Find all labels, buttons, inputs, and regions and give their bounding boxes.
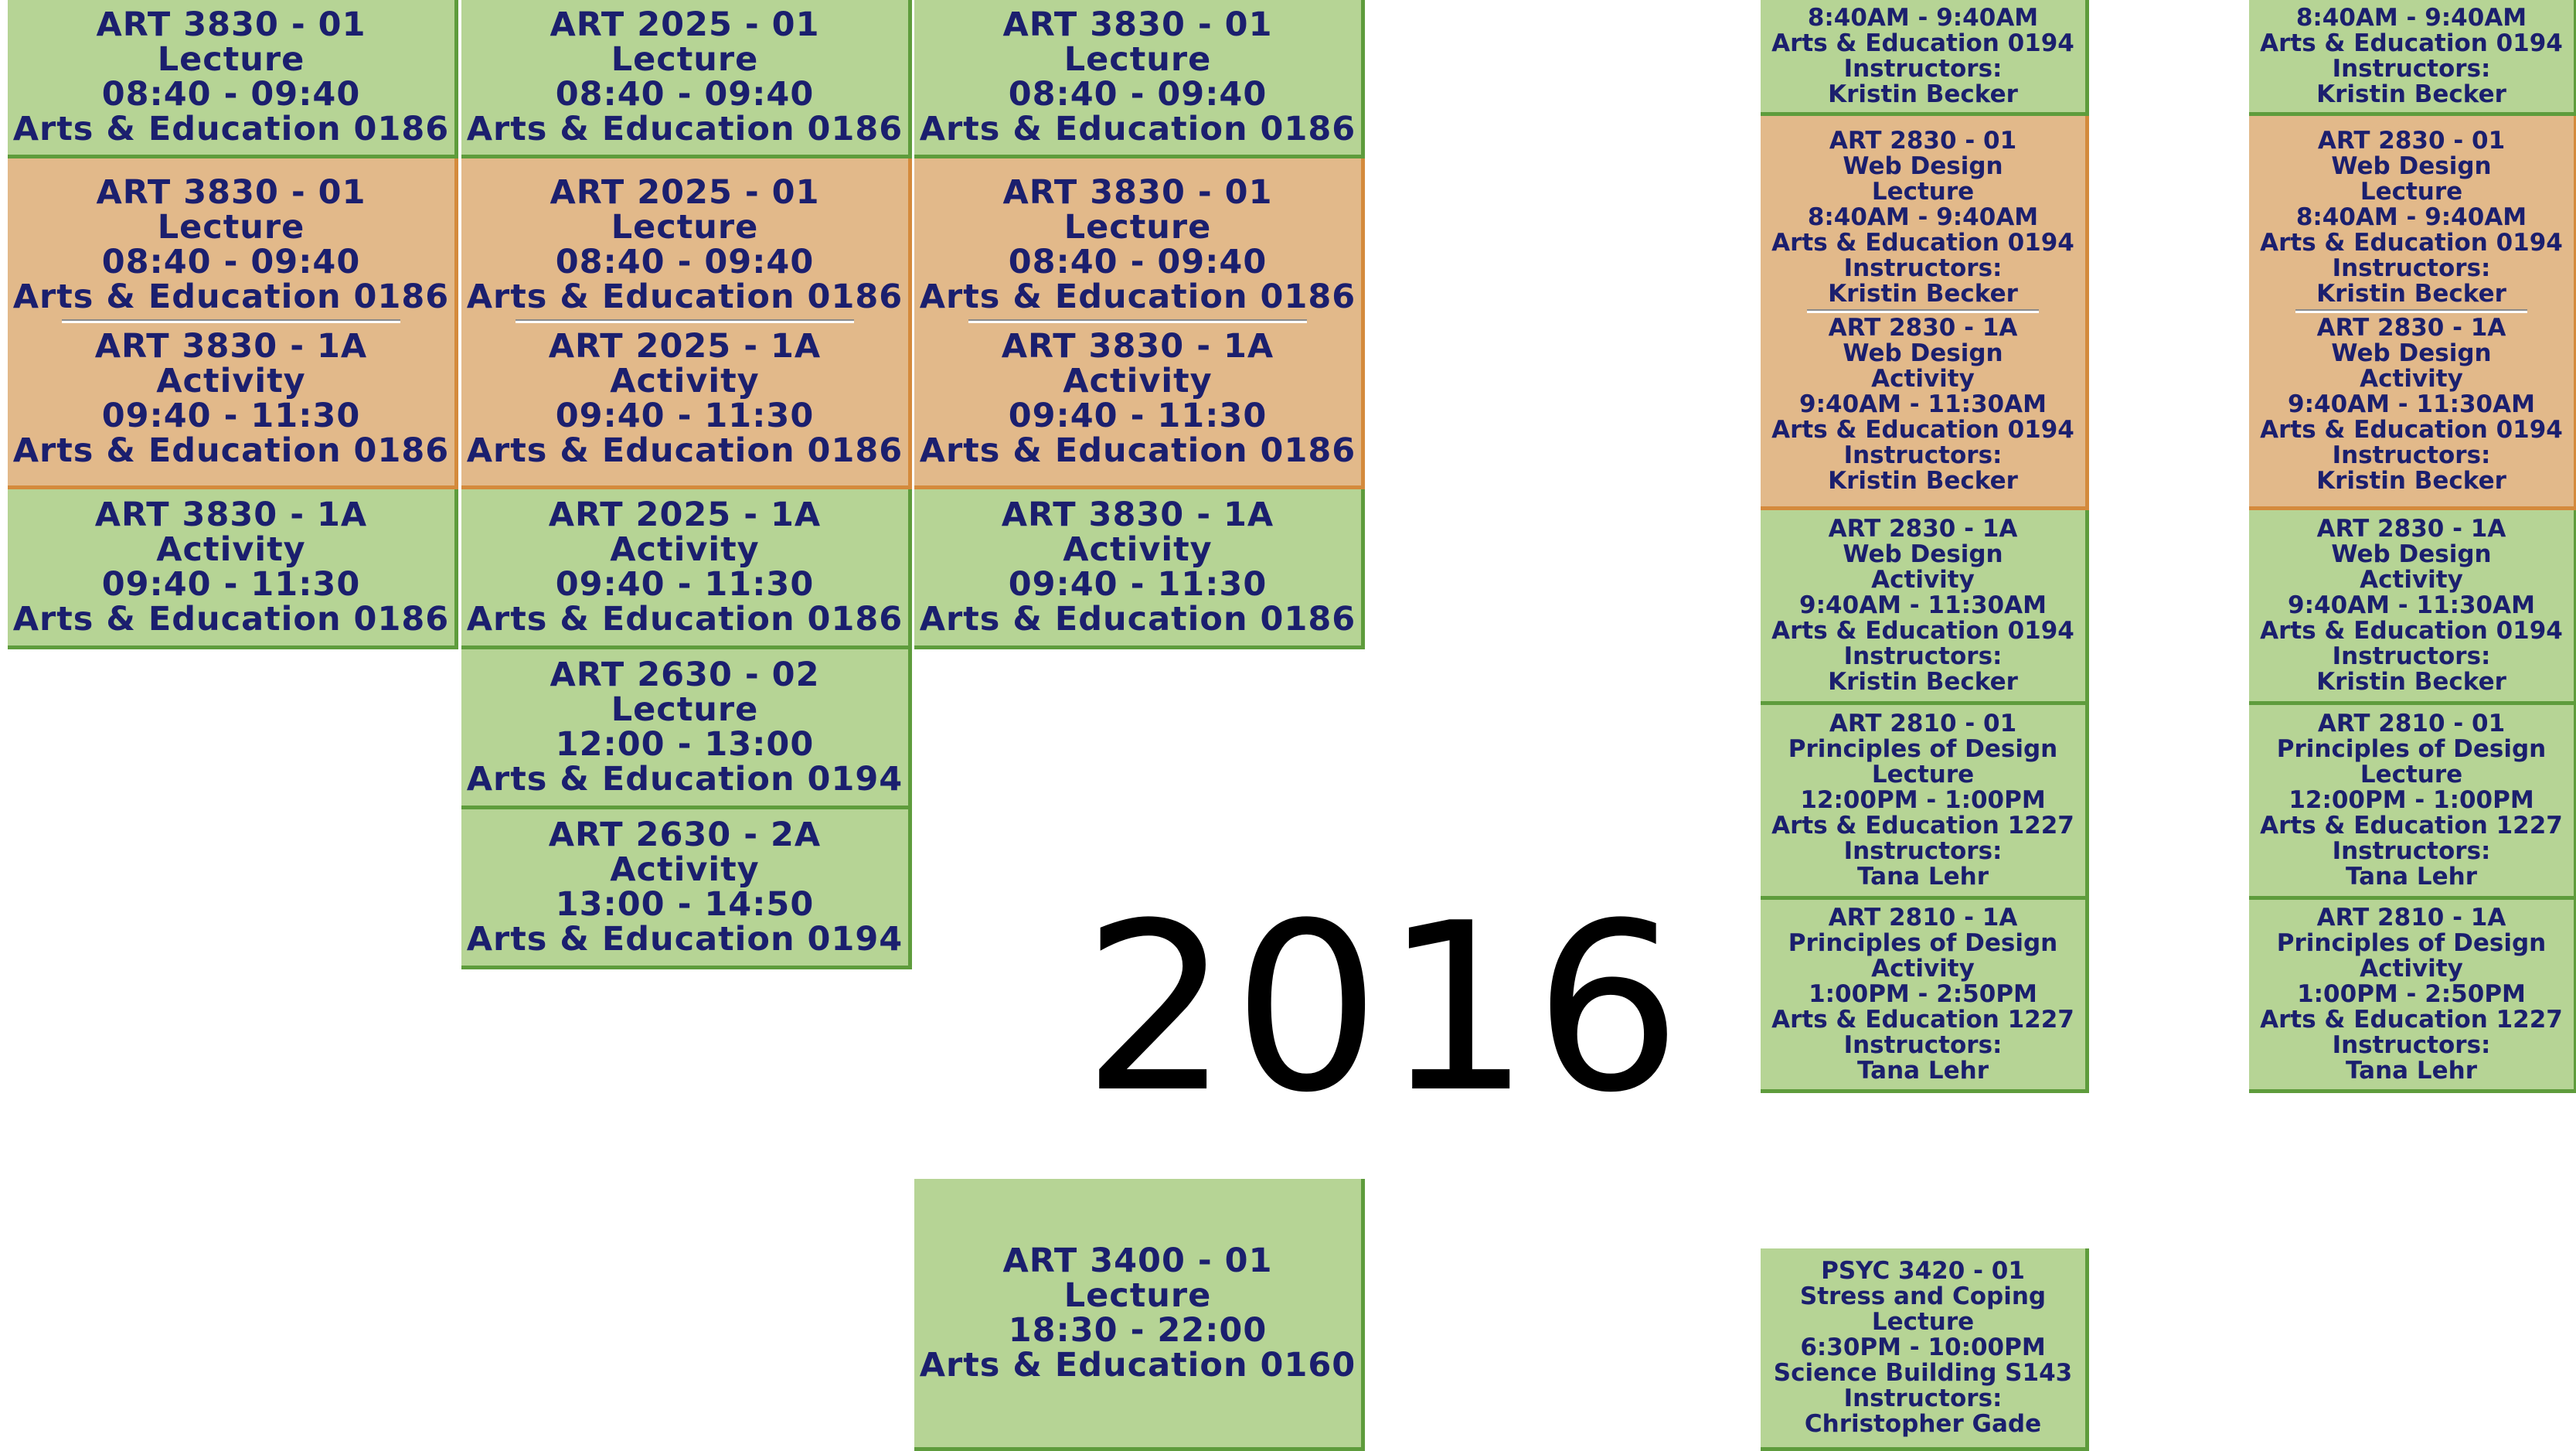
- course-line: Instructors:: [2332, 1031, 2491, 1059]
- course-line: Tana Lehr: [2346, 1057, 2477, 1085]
- course-line: 9:40AM - 11:30AM: [1799, 390, 2047, 418]
- course-entry: [2249, 516, 2574, 695]
- course-line: Activity: [156, 362, 306, 400]
- course-line: Arts & Education 0186: [12, 278, 450, 316]
- course-line: ART 2630 - 02: [550, 656, 820, 694]
- course-line: 08:40 - 09:40: [1008, 75, 1268, 114]
- course-entry: [461, 329, 908, 468]
- course-line: Arts & Education 0194: [2260, 416, 2563, 444]
- course-line: Lecture: [157, 208, 305, 247]
- course-line: 1:00PM - 2:50PM: [2297, 980, 2526, 1008]
- course-line: Arts & Education 1227: [1771, 812, 2074, 840]
- right-course-block[interactable]: [1761, 1248, 2089, 1451]
- course-line: 08:40 - 09:40: [1008, 243, 1268, 281]
- course-line: ART 3400 - 01: [1002, 1241, 1273, 1280]
- course-entry: [914, 1241, 1361, 1385]
- course-line: Lecture: [1063, 208, 1212, 247]
- course-line: 08:40 - 09:40: [555, 75, 815, 114]
- course-entry: [1761, 315, 2085, 494]
- left-course-block[interactable]: [914, 0, 1365, 158]
- course-line: ART 3830 - 1A: [94, 496, 368, 534]
- course-line: Kristin Becker: [2316, 668, 2506, 696]
- course-entry: [2249, 711, 2574, 890]
- course-line: Arts & Education 0186: [466, 431, 903, 470]
- year-label: 2016: [1082, 874, 1685, 1143]
- course-line: Tana Lehr: [2346, 863, 2477, 891]
- course-line: 1:00PM - 2:50PM: [1809, 980, 2037, 1008]
- course-line: Arts & Education 0186: [12, 110, 450, 148]
- course-line: Instructors:: [2332, 642, 2491, 670]
- right-course-block[interactable]: [1761, 705, 2089, 900]
- course-line: Web Design: [1843, 339, 2003, 367]
- course-entry: [461, 5, 908, 148]
- course-line: ART 3830 - 1A: [1001, 496, 1274, 534]
- course-line: 09:40 - 11:30: [1008, 397, 1268, 435]
- course-line: 9:40AM - 11:30AM: [2288, 591, 2535, 619]
- course-line: Activity: [1063, 530, 1213, 569]
- course-line: 8:40AM - 9:40AM: [2295, 203, 2527, 231]
- course-line: ART 2830 - 1A: [1828, 314, 2018, 342]
- course-line: 09:40 - 11:30: [555, 397, 815, 435]
- course-entry: [914, 498, 1361, 637]
- course-line: Instructors:: [1843, 441, 2003, 469]
- course-line: 08:40 - 09:40: [101, 243, 361, 281]
- course-line: ART 2025 - 01: [550, 173, 820, 212]
- course-entry: [461, 498, 908, 637]
- course-line: ART 2025 - 1A: [548, 327, 822, 366]
- entry-divider: [62, 319, 400, 323]
- course-line: PSYC 3420 - 01: [1821, 1257, 2025, 1285]
- course-line: Activity: [610, 850, 760, 889]
- course-entry: [8, 498, 454, 637]
- course-line: 6:30PM - 10:00PM: [1800, 1333, 2046, 1361]
- course-entry: [914, 329, 1361, 468]
- course-line: Lecture: [1063, 1276, 1212, 1315]
- course-line: ART 3830 - 1A: [94, 327, 368, 366]
- left-course-block[interactable]: [8, 0, 458, 158]
- left-course-block[interactable]: [461, 809, 912, 969]
- left-course-block[interactable]: [8, 489, 458, 649]
- course-line: ART 2810 - 01: [2317, 710, 2506, 737]
- course-line: ART 2830 - 01: [2317, 127, 2506, 155]
- course-line: Arts & Education 0194: [466, 760, 903, 799]
- course-line: 09:40 - 11:30: [555, 565, 815, 604]
- course-line: Kristin Becker: [1828, 280, 2018, 308]
- course-line: Lecture: [611, 208, 759, 247]
- course-line: Activity: [2360, 955, 2463, 983]
- course-line: Web Design: [2331, 540, 2492, 568]
- course-entry: [8, 5, 454, 148]
- entry-divider: [516, 319, 854, 323]
- course-line: Instructors:: [2332, 254, 2491, 282]
- course-line: Instructors:: [1843, 642, 2003, 670]
- course-line: 8:40AM - 9:40AM: [1807, 203, 2039, 231]
- course-line: 08:40 - 09:40: [555, 243, 815, 281]
- course-line: Arts & Education 0186: [466, 110, 903, 148]
- course-line: Arts & Education 1227: [1771, 1006, 2074, 1034]
- course-line: 12:00 - 13:00: [555, 725, 815, 764]
- course-line: Arts & Education 0194: [466, 920, 903, 959]
- course-line: ART 2830 - 1A: [2316, 314, 2506, 342]
- course-line: 13:00 - 14:50: [555, 885, 815, 924]
- course-line: Arts & Education 0186: [919, 110, 1356, 148]
- course-line: Instructors:: [1843, 837, 2003, 865]
- course-line: ART 3830 - 01: [96, 5, 366, 44]
- course-line: Activity: [1871, 955, 1975, 983]
- left-course-block[interactable]: [8, 158, 458, 489]
- course-entry: [461, 175, 908, 315]
- course-entry: [461, 818, 908, 957]
- course-line: Arts & Education 0194: [2260, 229, 2563, 257]
- course-line: ART 2810 - 1A: [1828, 904, 2018, 932]
- course-line: Arts & Education 0186: [466, 600, 903, 639]
- course-line: Instructors:: [2332, 54, 2491, 83]
- course-entry: [1761, 905, 2085, 1084]
- course-line: Web Design: [2331, 152, 2492, 180]
- course-line: ART 2830 - 01: [1829, 127, 2017, 155]
- course-line: Lecture: [1871, 1308, 1975, 1336]
- right-course-block[interactable]: [1761, 0, 2089, 116]
- course-line: 09:40 - 11:30: [101, 565, 361, 604]
- course-entry: [1761, 516, 2085, 695]
- course-line: Lecture: [1871, 761, 1975, 789]
- entry-divider: [1807, 309, 2039, 313]
- course-line: Web Design: [1843, 540, 2003, 568]
- course-line: Activity: [1871, 365, 1975, 393]
- course-line: ART 2830 - 1A: [2316, 515, 2506, 543]
- right-course-block[interactable]: [2249, 900, 2576, 1093]
- course-line: 18:30 - 22:00: [1008, 1310, 1268, 1350]
- course-line: ART 2810 - 1A: [2316, 904, 2506, 932]
- right-course-block[interactable]: [2249, 116, 2576, 510]
- course-line: Activity: [1871, 566, 1975, 594]
- course-line: Christopher Gade: [1804, 1410, 2042, 1438]
- right-course-block[interactable]: [2249, 705, 2576, 900]
- course-line: Lecture: [1871, 178, 1975, 206]
- course-line: Kristin Becker: [1828, 668, 2018, 696]
- course-entry: [461, 658, 908, 797]
- course-line: Activity: [156, 530, 306, 569]
- course-line: Arts & Education 0186: [919, 278, 1356, 316]
- course-entry: [1761, 1259, 2085, 1437]
- course-line: 9:40AM - 11:30AM: [1799, 591, 2047, 619]
- right-course-block[interactable]: [1761, 116, 2089, 510]
- course-line: Lecture: [611, 40, 759, 79]
- course-line: 9:40AM - 11:30AM: [2288, 390, 2535, 418]
- course-line: Kristin Becker: [2316, 467, 2506, 495]
- course-line: ART 3830 - 1A: [1001, 327, 1274, 366]
- course-entry: [1761, 711, 2085, 890]
- left-course-block[interactable]: [914, 158, 1365, 489]
- course-line: Principles of Design: [1788, 735, 2058, 763]
- course-line: Instructors:: [1843, 1385, 2003, 1412]
- course-entry: [1761, 5, 2085, 107]
- course-line: ART 2025 - 1A: [548, 496, 822, 534]
- right-course-block[interactable]: [2249, 510, 2576, 705]
- course-line: ART 3830 - 01: [1002, 5, 1273, 44]
- entry-divider: [2295, 309, 2527, 313]
- course-line: Arts & Education 0194: [1771, 617, 2074, 645]
- course-line: Kristin Becker: [1828, 80, 2018, 108]
- course-line: ART 2810 - 01: [1829, 710, 2017, 737]
- course-line: 09:40 - 11:30: [1008, 565, 1268, 604]
- course-line: Arts & Education 0194: [1771, 29, 2074, 57]
- entry-divider: [968, 319, 1307, 323]
- course-line: Arts & Education 0186: [466, 278, 903, 316]
- course-line: Arts & Education 0186: [919, 431, 1356, 470]
- course-entry: [914, 175, 1361, 315]
- course-line: Instructors:: [2332, 837, 2491, 865]
- course-line: 8:40AM - 9:40AM: [2295, 3, 2527, 32]
- course-line: 09:40 - 11:30: [101, 397, 361, 435]
- course-entry: [1761, 128, 2085, 307]
- course-line: Activity: [610, 362, 760, 400]
- course-line: Lecture: [2360, 178, 2463, 206]
- course-entry: [2249, 315, 2574, 494]
- course-line: Instructors:: [1843, 254, 2003, 282]
- course-entry: [8, 329, 454, 468]
- course-entry: [2249, 905, 2574, 1084]
- course-line: Activity: [610, 530, 760, 569]
- course-line: Principles of Design: [2276, 929, 2547, 957]
- course-line: Kristin Becker: [1828, 467, 2018, 495]
- course-line: 12:00PM - 1:00PM: [1800, 786, 2046, 814]
- course-line: Activity: [1063, 362, 1213, 400]
- course-line: Stress and Coping: [1799, 1282, 2047, 1310]
- course-line: Principles of Design: [2276, 735, 2547, 763]
- course-line: Arts & Education 0186: [12, 600, 450, 639]
- course-line: Kristin Becker: [2316, 280, 2506, 308]
- course-line: ART 2025 - 01: [550, 5, 820, 44]
- right-course-block[interactable]: [2249, 0, 2576, 116]
- course-line: Tana Lehr: [1857, 863, 1989, 891]
- course-line: Lecture: [611, 690, 759, 729]
- course-line: Arts & Education 0186: [919, 600, 1356, 639]
- course-line: Lecture: [157, 40, 305, 79]
- left-course-block[interactable]: [461, 649, 912, 809]
- course-line: Activity: [2360, 365, 2463, 393]
- course-line: Arts & Education 0186: [12, 431, 450, 470]
- right-course-block[interactable]: [1761, 510, 2089, 705]
- left-course-block[interactable]: [461, 489, 912, 649]
- left-course-block[interactable]: [461, 0, 912, 158]
- left-course-block[interactable]: [914, 1179, 1365, 1451]
- left-course-block[interactable]: [914, 489, 1365, 649]
- course-line: Arts & Education 0194: [1771, 229, 2074, 257]
- course-line: Activity: [2360, 566, 2463, 594]
- course-line: ART 2630 - 2A: [548, 816, 822, 854]
- left-course-block[interactable]: [461, 158, 912, 489]
- course-line: Principles of Design: [1788, 929, 2058, 957]
- course-line: Arts & Education 0194: [1771, 416, 2074, 444]
- course-line: ART 2830 - 1A: [1828, 515, 2018, 543]
- course-line: Arts & Education 0194: [2260, 617, 2563, 645]
- course-line: Arts & Education 1227: [2260, 812, 2563, 840]
- course-line: ART 3830 - 01: [1002, 173, 1273, 212]
- course-line: Tana Lehr: [1857, 1057, 1989, 1085]
- course-line: Arts & Education 0160: [919, 1345, 1356, 1385]
- course-entry: [2249, 5, 2574, 107]
- course-line: ART 3830 - 01: [96, 173, 366, 212]
- course-line: Arts & Education 1227: [2260, 1006, 2563, 1034]
- course-entry: [2249, 128, 2574, 307]
- course-line: Lecture: [2360, 761, 2463, 789]
- course-line: Web Design: [1843, 152, 2003, 180]
- course-entry: [914, 5, 1361, 148]
- course-line: Arts & Education 0194: [2260, 29, 2563, 57]
- course-line: Instructors:: [2332, 441, 2491, 469]
- course-line: Kristin Becker: [2316, 80, 2506, 108]
- course-line: 08:40 - 09:40: [101, 75, 361, 114]
- right-course-block[interactable]: [1761, 900, 2089, 1093]
- course-line: Lecture: [1063, 40, 1212, 79]
- course-line: Instructors:: [1843, 1031, 2003, 1059]
- course-line: 12:00PM - 1:00PM: [2288, 786, 2534, 814]
- course-line: Instructors:: [1843, 54, 2003, 83]
- course-entry: [8, 175, 454, 315]
- course-line: Science Building S143: [1773, 1359, 2073, 1387]
- course-line: 8:40AM - 9:40AM: [1807, 3, 2039, 32]
- course-line: Web Design: [2331, 339, 2492, 367]
